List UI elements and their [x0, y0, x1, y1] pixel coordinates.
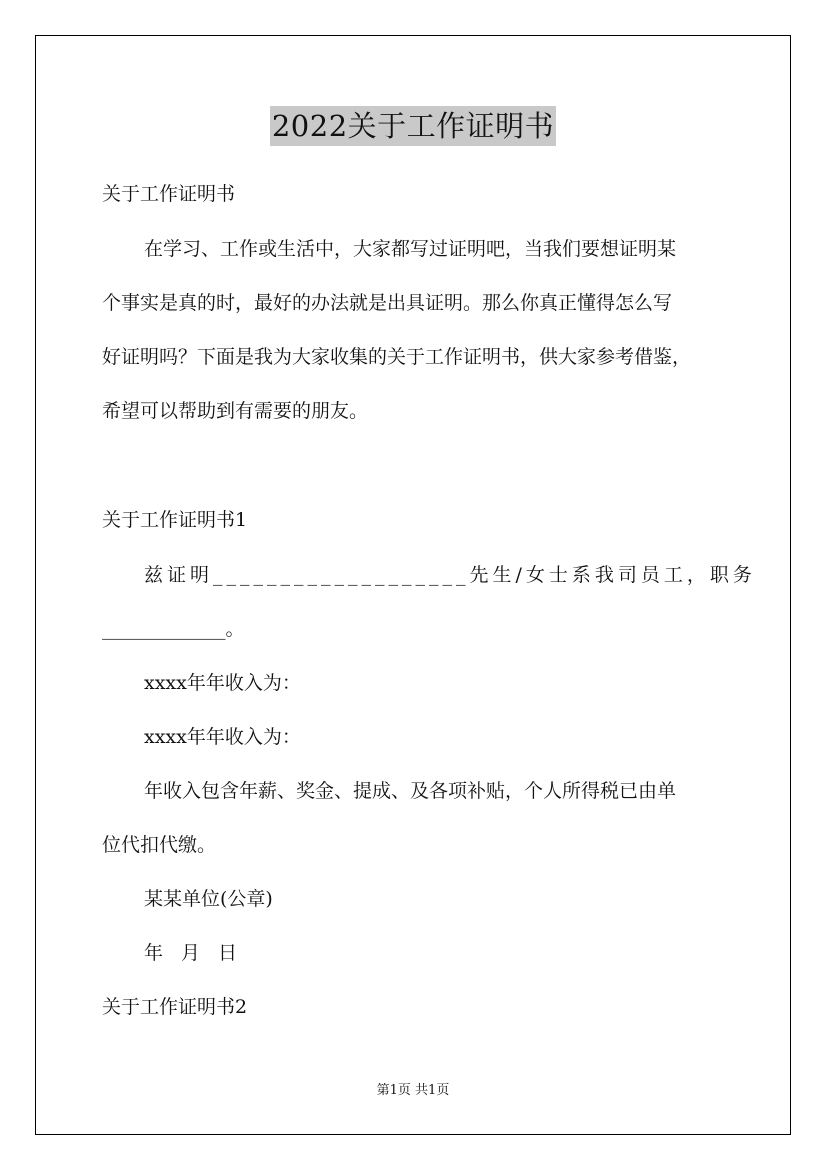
intro-line-1: 在学习、工作或生活中，大家都写过证明吧，当我们要想证明某 [144, 238, 677, 260]
cert-line-1: 兹证明___________________先生/女士系我司员工，职务 [144, 564, 756, 586]
unit-seal: 某某单位(公章) [144, 888, 273, 910]
income-line-2: xxxx年年收入为： [144, 726, 301, 748]
income-note-line-1: 年收入包含年薪、奖金、提成、及各项补贴，个人所得税已由单 [144, 780, 677, 802]
document-title: 2022关于工作证明书 [270, 106, 556, 146]
intro-line-3: 好证明吗？下面是我为大家收集的关于工作证明书，供大家参考借鉴， [102, 346, 692, 368]
page-footer: 第1页 共1页 [376, 1083, 450, 1098]
title-wrap [36, 106, 790, 146]
document-page [35, 35, 791, 1135]
section1-heading: 关于工作证明书1 [102, 509, 248, 531]
intro-line-2: 个事实是真的时，最好的办法就是出具证明。那么你真正懂得怎么写 [102, 292, 673, 314]
date-day: 日 [218, 942, 238, 964]
intro-heading: 关于工作证明书 [102, 183, 236, 205]
income-line-1: xxxx年年收入为： [144, 672, 301, 694]
date-line [144, 940, 237, 966]
cert-line-2: _____________。 [102, 618, 245, 640]
date-year: 年 [144, 942, 164, 964]
intro-line-4: 希望可以帮助到有需要的朋友。 [102, 400, 369, 422]
income-note-line-2: 位代扣代缴。 [102, 834, 217, 856]
section2-heading: 关于工作证明书2 [102, 996, 248, 1018]
date-month: 月 [181, 942, 201, 964]
